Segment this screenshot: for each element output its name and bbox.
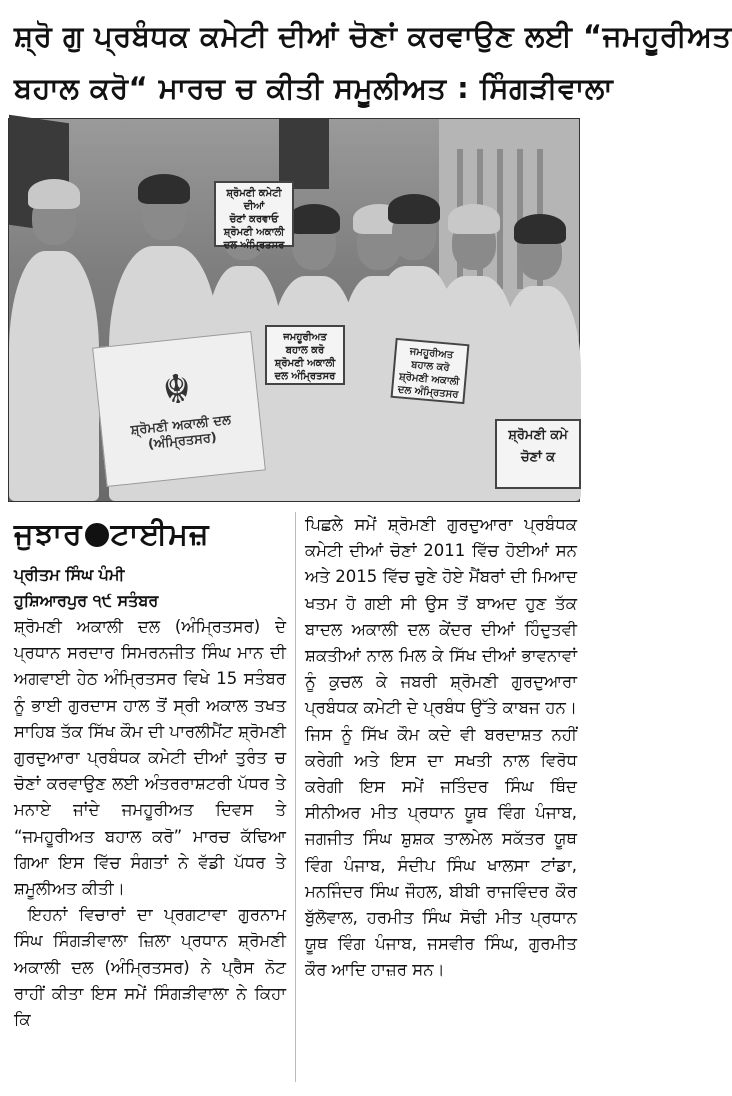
news-photo [8,118,580,502]
article-paragraph: ਸ਼੍ਰੋਮਣੀ ਅਕਾਲੀ ਦਲ (ਅੰਮ੍ਰਿਤਸਰ) ਦੇ ਪ੍ਰਧਾਨ ਸਰਦਾਰ ਸਿਮਰਨਜੀਤ ਸਿੰਘ ਮਾਨ ਦੀ ਅਗਵਾਈ ਹੇਠ ਅੰਮ੍ਰਿਤਸਰ ਵਿਖੇ 15 ਸਤੰਬਰ ਨੂੰ ਭਾਈ ਗੁਰਦਾਸ ਹਾਲ ਤੋਂ ਸ੍ਰੀ ਅਕਾਲ ਤਖਤ ਸਾਹਿਬ ਤੱਕ ਸਿੱਖ ਕੌਮ ਦੀ ਪਾਰਲੀਮੈਂਟ ਸ਼੍ਰੋਮਣੀ ਗੁਰਦੁਆਰਾ ਪ੍ਰਬੰਧਕ ਕਮੇਟੀ ਦੀਆਂ ਤੁਰੰਤ ਚ ਚੋਣਾਂ ਕਰਵਾਉਣ ਲਈ ਅੰਤਰਰਾਸ਼ਟਰੀ ਪੱਧਰ ਤੇ ਮਨਾਏ ਜਾਂਦੇ ਜਮਹੂਰੀਅਤ ਦਿਵਸ ਤੇ “ਜਮਹੂਰੀਅਤ ਬਹਾਲ ਕਰੋ” ਮਾਰਚ ਕੱਢਿਆ ਗਿਆ ਇਸ ਵਿੱਚ ਸੰਗਤਾਂ ਨੇ ਵੱਡੀ ਪੱਧਰ ਤੇ ਸ਼ਮੂਲੀਅਤ ਕੀਤੀ। [14,617,286,899]
flag [279,119,329,189]
placard: ਜਮਹੂਰੀਅਤ ਬਹਾਲ ਕਰੋ ਸ਼੍ਰੋਮਣੀ ਅਕਾਲੀ ਦਲ ਅੰਮ੍ਰਿਤਸਰ [265,325,345,385]
placard: ਸ਼੍ਰੋਮਣੀ ਕਮੇ ਚੋਣਾਂ ਕ [495,419,581,489]
masthead-part-2: ਟਾਈਮਜ਼ [110,517,210,552]
column-divider [295,512,296,1082]
newspaper-masthead [14,514,274,556]
placard: ਸ਼੍ਰੋਮਣੀ ਕਮੇਟੀ ਦੀਆਂ ਚੋਣਾਂ ਕਰਵਾਓ ਸ਼੍ਰੋਮਣੀ ਅਕਾਲੀ ਦਲ ਅੰਮ੍ਰਿਤਸਰ [214,181,294,247]
banner-text: ਸ਼੍ਰੋਮਣੀ ਅਕਾਲੀ ਦਲ (ਅੰਮ੍ਰਿਤਸਰ) [129,412,232,453]
article-column-right [305,512,577,984]
khanda-emblem-icon: ☬ [160,365,194,415]
masthead-part-1: ਜੁਝਾਰ [14,517,83,552]
byline-author: ਪ੍ਰੀਤਮ ਸਿੰਘ ਪੰਮੀ [14,565,125,584]
party-banner [92,331,266,487]
byline-place-date: ਹੁਸ਼ਿਆਰਪੁਰ ੧੯ ਸਤੰਬਰ [14,591,159,610]
headline [0,0,732,118]
headline-line-2: ਬਹਾਲ ਕਰੋ“ ਮਾਰਚ ਚ ਕੀਤੀ ਸਮੂਲੀਅਤ : ਸਿੰਗੜੀਵਾਲਾ [14,71,614,105]
person [9,251,99,501]
article-column-left [14,562,286,1033]
headline-line-1: ਸ਼੍ਰੋ ਗੁ ਪ੍ਰਬੰਧਕ ਕਮੇਟੀ ਦੀਆਂ ਚੋਣਾਂ ਕਰਵਾਉਣ ਲਈ “ਜਮਹੂਰੀਅਤ [14,19,732,53]
masthead-dot-icon [85,523,109,547]
article-paragraph: ਇਹਨਾਂ ਵਿਚਾਰਾਂ ਦਾ ਪ੍ਰਗਟਾਵਾ ਗੁਰਨਾਮ ਸਿੰਘ ਸਿੰਗੜੀਵਾਲਾ ਜ਼ਿਲਾ ਪ੍ਰਧਾਨ ਸ਼੍ਰੋਮਣੀ ਅਕਾਲੀ ਦਲ (ਅੰਮ੍ਰਿਤਸਰ) ਨੇ ਪ੍ਰੈਸ ਨੋਟ ਰਾਹੀਂ ਕੀਤਾ ਇਸ ਸਮੇਂ ਸਿੰਗੜੀਵਾਲਾ ਨੇ ਕਿਹਾ ਕਿ [14,905,286,1030]
article-paragraph: ਪਿਛਲੇ ਸਮੇਂ ਸ਼੍ਰੋਮਣੀ ਗੁਰਦੁਆਰਾ ਪ੍ਰਬੰਧਕ ਕਮੇਟੀ ਦੀਆਂ ਚੋਣਾਂ 2011 ਵਿੱਚ ਹੋਈਆਂ ਸਨ ਅਤੇ 2015 ਵਿੱਚ ਚੁਣੇ ਹੋਏ ਮੈਂਬਰਾਂ ਦੀ ਮਿਆਦ ਖਤਮ ਹੋ ਗਈ ਸੀ ਉਸ ਤੋਂ ਬਾਅਦ ਹੁਣ ਤੱਕ ਬਾਦਲ ਅਕਾਲੀ ਦਲ ਕੇਂਦਰ ਦੀਆਂ ਹਿੰਦੁਤਵੀ ਸ਼ਕਤੀਆਂ ਨਾਲ ਮਿਲ ਕੇ ਸਿੱਖ ਦੀਆਂ ਭਾਵਨਾਵਾਂ ਨੂੰ ਕੁਚਲ ਕੇ ਜਬਰੀ ਸ਼੍ਰੋਮਣੀ ਗੁਰਦੁਆਰਾ ਪ੍ਰਬੰਧਕ ਕਮੇਟੀ ਦੇ ਪ੍ਰਬੰਧ ਉੱਤੇ ਕਾਬਜ ਹਨ। ਜਿਸ ਨੂੰ ਸਿੱਖ ਕੌਮ ਕਦੇ ਵੀ ਬਰਦਾਸ਼ਤ ਨਹੀਂ ਕਰੇਗੀ ਅਤੇ ਇਸ ਦਾ ਸਖਤੀ ਨਾਲ ਵਿਰੋਧ ਕਰੇਗੀ ਇਸ ਸਮੇਂ ਜਤਿੰਦਰ ਸਿੰਘ ਥਿੰਦ ਸੀਨੀਅਰ ਮੀਤ ਪ੍ਰਧਾਨ ਯੂਥ ਵਿੰਗ ਪੰਜਾਬ, ਜਗਜੀਤ ਸਿੰਘ ਸ਼ੁਸ਼ਕ ਤਾਲਮੇਲ ਸਕੱਤਰ ਯੂਥ ਵਿੰਗ ਪੰਜਾਬ, ਸੰਦੀਪ ਸਿੰਘ ਖਾਲਸਾ ਟਾਂਡਾ, ਮਨਜਿੰਦਰ ਸਿੰਘ ਜੌਹਲ, ਬੀਬੀ ਰਾਜਵਿੰਦਰ ਕੌਰ ਬੁੱਲੋਵਾਲ, ਹਰਮੀਤ ਸਿੰਘ ਸੋਢੀ ਮੀਤ ਪ੍ਰਧਾਨ ਯੂਥ ਵਿੰਗ ਪੰਜਾਬ, ਜਸਵੀਰ ਸਿੰਘ, ਗੁਰਮੀਤ ਕੌਰ ਆਦਿ ਹਾਜ਼ਰ ਸਨ। [305,515,577,980]
placard: ਜਮਹੂਰੀਅਤ ਬਹਾਲ ਕਰੋ ਸ਼੍ਰੋਮਣੀ ਅਕਾਲੀ ਦਲ ਅੰਮ੍ਰਿਤਸਰ [391,338,470,404]
